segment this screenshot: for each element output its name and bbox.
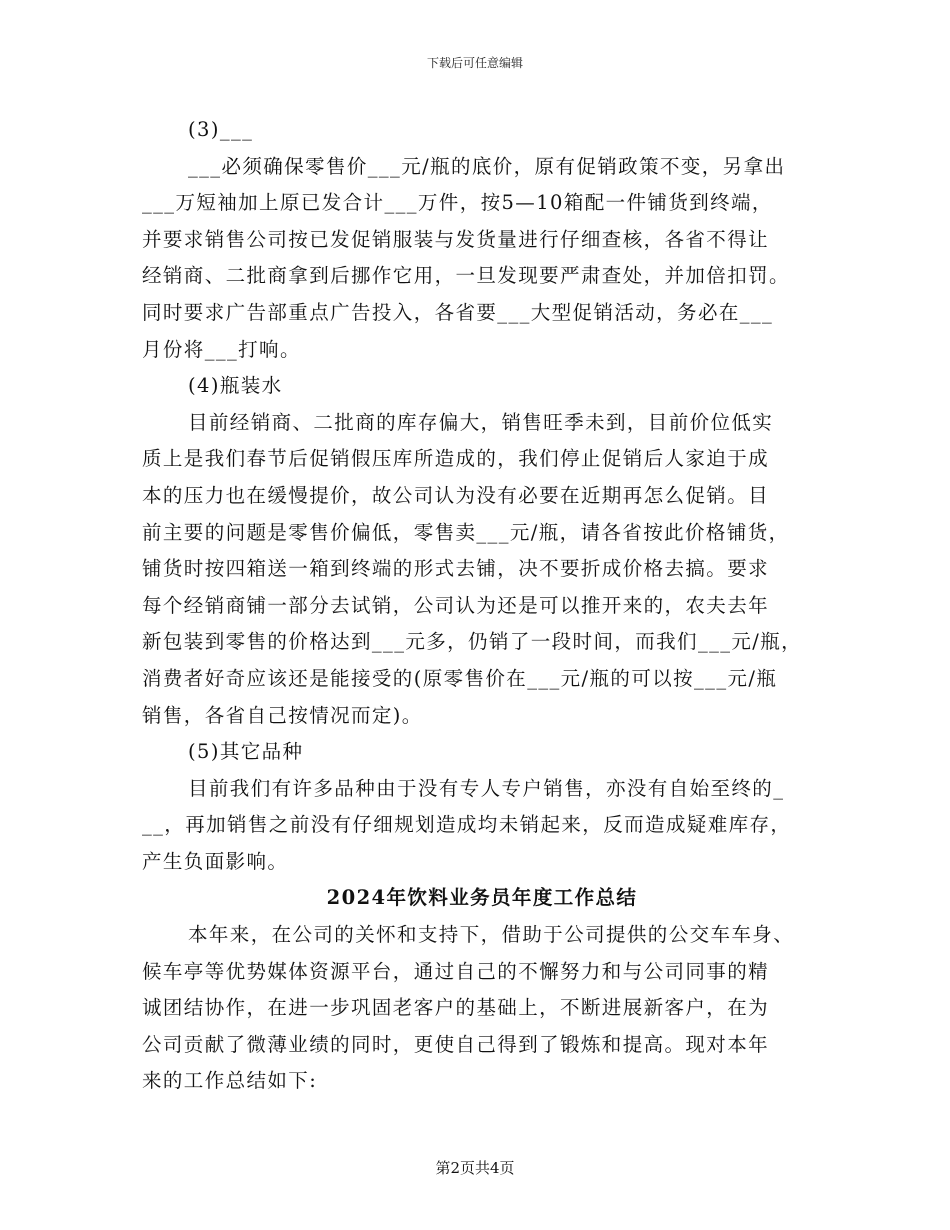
text-line: (5)其它品种	[188, 740, 304, 764]
text-line: 候车亭等优势媒体资源平台，通过自己的不懈努力和与公司同事的精	[142, 959, 770, 983]
text-line: (3)___	[188, 118, 254, 141]
text-line: 质上是我们春节后促销假压库所造成的，我们停止促销后人家迫于成	[142, 447, 770, 471]
text-line: 铺货时按四箱送一箱到终端的形式去铺，决不要折成价格去搞。要求	[142, 557, 770, 581]
page-footer: 第2页共4页	[435, 1159, 515, 1177]
section-title: 2024年饮料业务员年度工作总结	[326, 886, 638, 910]
text-line: 诚团结协作，在进一步巩固老客户的基础上，不断进展新客户，在为	[142, 996, 770, 1020]
text-line: (4)瓶装水	[188, 374, 283, 398]
text-line: __，再加销售之前没有仔细规划造成均未销起来，反而造成疑难库存，	[142, 813, 792, 837]
text-line: 本年来，在公司的关怀和支持下，借助于公司提供的公交车车身、	[188, 923, 795, 947]
text-line: 月份将___打响。	[142, 337, 301, 361]
text-line: 经销商、二批商拿到后挪作它用，一旦发现要严肃查处，并加倍扣罚。	[142, 264, 790, 288]
paragraph-block-2	[142, 917, 822, 1100]
text-line: 消费者好奇应该还是能接受的(原零售价在___元/瓶的可以按___元/瓶	[142, 666, 778, 690]
text-line: ___万短袖加上原已发合计___万件，按5—10箱配一件铺货到终端，	[142, 191, 773, 215]
text-line: 同时要求广告部重点广告投入，各省要___大型促销活动，务必在___	[142, 300, 774, 324]
text-line: 目前我们有许多品种由于没有专人专户销售，亦没有自始至终的_	[188, 776, 785, 800]
text-line: 来的工作总结如下:	[142, 1069, 318, 1093]
text-line: 公司贡献了微薄业绩的同时，更使自己得到了锻炼和提高。现对本年	[142, 1032, 770, 1056]
document-body	[142, 112, 822, 1100]
text-line: 目前经销商、二批商的库存偏大，销售旺季未到，目前价位低实	[188, 410, 774, 434]
text-line: 产生负面影响。	[142, 849, 289, 873]
text-line: 销售，各省自己按情况而定)。	[142, 703, 423, 727]
text-line: ___必须确保零售价___元/瓶的底价，原有促销政策不变，另拿出	[188, 154, 786, 178]
text-line: 前主要的问题是零售价偏低，零售卖___元/瓶，请各省按此价格铺货，	[142, 520, 790, 544]
paragraph-block-1	[142, 112, 822, 880]
text-line: 新包装到零售的价格达到___元多，仍销了一段时间，而我们___元/瓶，	[142, 630, 803, 654]
text-line: 并要求销售公司按已发促销服装与发货量进行仔细查核，各省不得让	[142, 227, 770, 251]
page-header: 下载后可任意编辑	[426, 56, 523, 70]
text-line: 本的压力也在缓慢提价，故公司认为没有必要在近期再怎么促销。目	[142, 483, 770, 507]
text-line: 每个经销商铺一部分去试销，公司认为还是可以推开来的，农夫去年	[142, 593, 770, 617]
